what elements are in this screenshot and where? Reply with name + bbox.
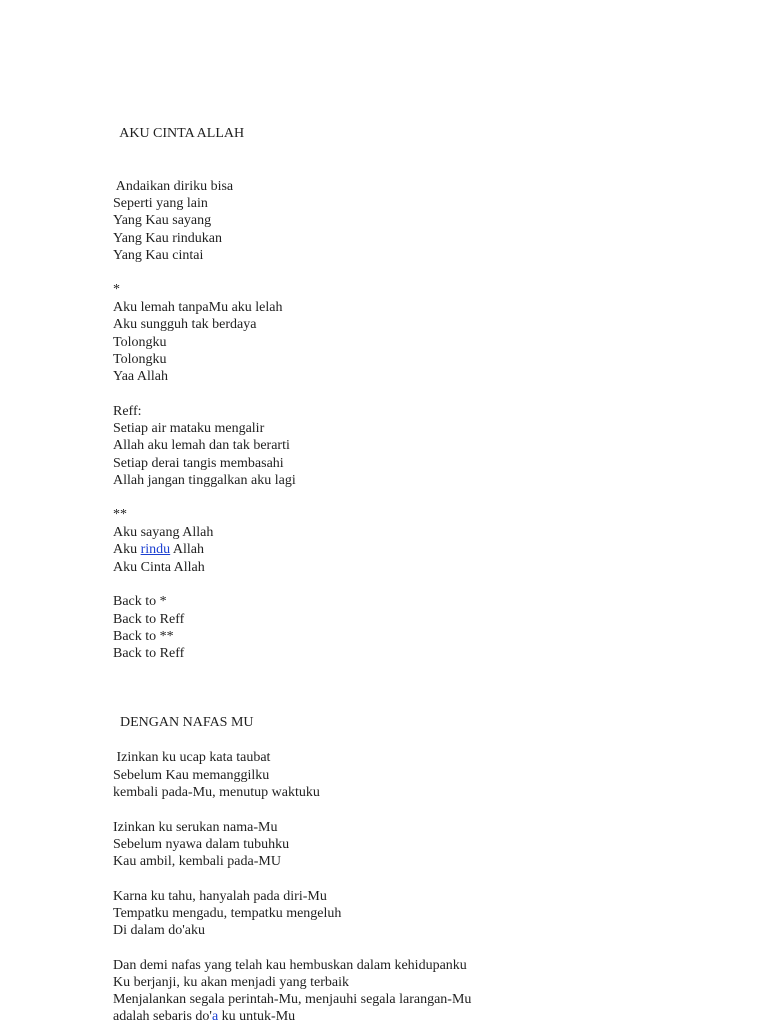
section-marker: Reff:: [113, 404, 142, 419]
lyric-line: Aku sungguh tak berdaya: [113, 317, 257, 332]
lyric-line: Karna ku tahu, hanyalah pada diri-Mu: [113, 889, 327, 904]
lyric-line: Seperti yang lain: [113, 196, 208, 211]
song-title: AKU CINTA ALLAH: [113, 126, 245, 141]
repeat-instruction: Back to *: [113, 594, 167, 609]
lyric-line: Aku lemah tanpaMu aku lelah: [113, 300, 283, 315]
lyric-line: Allah aku lemah dan tak berarti: [113, 438, 290, 453]
lyric-text: adalah sebaris do': [113, 1009, 212, 1024]
rindu-link[interactable]: rindu: [140, 542, 171, 557]
song-title: DENGAN NAFAS MU: [113, 715, 254, 730]
lyric-line: Yang Kau cintai: [113, 248, 204, 263]
lyric-line: [113, 1008, 295, 1025]
repeat-instruction: Back to **: [113, 629, 174, 644]
repeat-instruction: Back to Reff: [113, 612, 185, 627]
lyric-line: kembali pada-Mu, menutup waktuku: [113, 785, 320, 800]
highlighted-letter: a: [211, 1009, 219, 1024]
lyric-line: Allah jangan tinggalkan aku lagi: [113, 473, 296, 488]
lyric-line: Izinkan ku serukan nama-Mu: [113, 820, 278, 835]
section-marker: *: [113, 282, 120, 297]
section-marker: **: [113, 507, 127, 522]
lyric-line: Yaa Allah: [113, 369, 168, 384]
lyric-text: ku untuk-Mu: [218, 1009, 296, 1024]
lyric-line: Menjalankan segala perintah-Mu, menjauhi segala larangan-Mu: [113, 992, 472, 1007]
lyric-line: Izinkan ku ucap kata taubat: [113, 750, 271, 765]
lyric-line: [113, 541, 204, 558]
lyric-line: Setiap air mataku mengalir: [113, 421, 265, 436]
lyric-line: Tolongku: [113, 352, 167, 367]
lyric-line: Di dalam do'aku: [113, 923, 205, 938]
lyric-line: Setiap derai tangis membasahi: [113, 456, 284, 471]
lyric-line: Kau ambil, kembali pada-MU: [113, 854, 281, 869]
lyric-text: Allah: [170, 542, 205, 557]
lyric-line: Sebelum nyawa dalam tubuhku: [113, 837, 290, 852]
repeat-instruction: Back to Reff: [113, 646, 185, 661]
lyric-line: Andaikan diriku bisa: [113, 179, 234, 194]
lyric-line: Aku Cinta Allah: [113, 560, 205, 575]
lyric-line: Aku sayang Allah: [113, 525, 214, 540]
lyric-line: Dan demi nafas yang telah kau hembuskan dalam kehidupanku: [113, 958, 467, 973]
lyric-text: Aku: [113, 542, 141, 557]
lyric-line: Ku berjanji, ku akan menjadi yang terbaik: [113, 975, 349, 990]
lyric-line: Tempatku mengadu, tempatku mengeluh: [113, 906, 342, 921]
lyric-line: Yang Kau sayang: [113, 213, 212, 228]
lyric-line: Sebelum Kau memanggilku: [113, 768, 270, 783]
lyric-line: Tolongku: [113, 335, 167, 350]
lyric-line: Yang Kau rindukan: [113, 231, 223, 246]
